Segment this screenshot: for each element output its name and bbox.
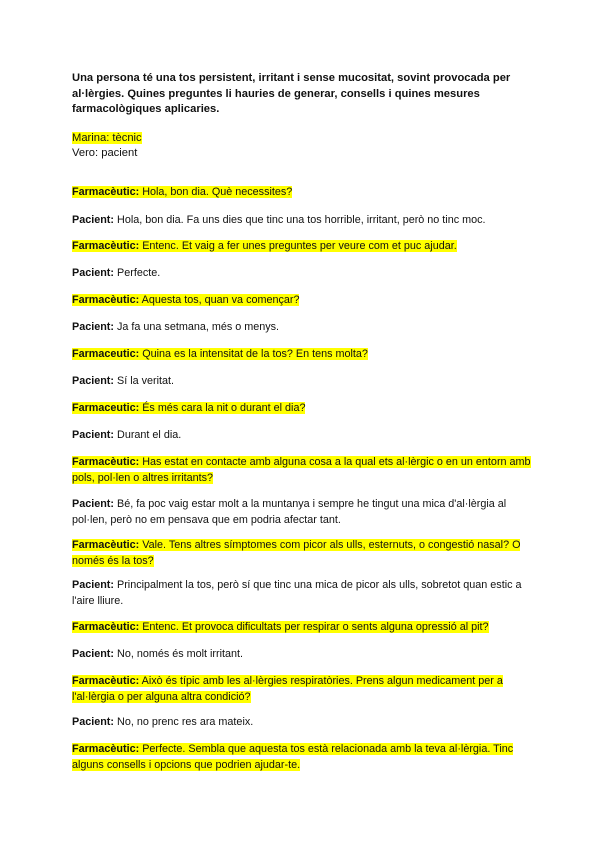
speaker-label: Farmacèutic: <box>72 743 140 755</box>
cast-patient-text: Vero: pacient <box>72 147 138 159</box>
dialogue-line <box>72 373 542 389</box>
dialogue-text: Aquesta tos, quan va començar? <box>139 294 300 306</box>
dialogue-line <box>72 346 542 362</box>
dialogue-line <box>72 741 542 773</box>
speaker-label: Pacient: <box>72 648 115 660</box>
dialogue-text: No, només és molt irritant. <box>114 648 244 660</box>
speaker-label: Farmaceutic: <box>72 402 140 414</box>
document-title: Una persona té una tos persistent, irritant i sense mucositat, sovint provocada per al·lèrgies. Quines preguntes li hauries de generar, consells i quines mesures farmacològiques aplicaries. <box>72 72 511 115</box>
dialogue-text: No, no prenc res ara mateix. <box>114 716 254 728</box>
cast-technician-text: Marina: tècnic <box>72 132 142 144</box>
dialogue-line <box>72 400 542 416</box>
dialogue-line <box>72 319 542 335</box>
dialogue-text: És més cara la nit o durant el dia? <box>139 402 306 414</box>
speaker-label: Farmacèutic: <box>72 294 140 306</box>
dialogue-text: Ja fa una setmana, més o menys. <box>114 321 280 333</box>
speaker-label: Farmacèutic: <box>72 621 140 633</box>
dialogue-line <box>72 292 542 308</box>
dialogue-text: Principalment la tos, però sí que tinc una mica de picor als ulls, sobretot quan estic a l'aire lliure. <box>72 579 522 607</box>
cast-line-patient <box>72 146 137 161</box>
dialogue-text: Entenc. Et provoca dificultats per respirar o sents alguna opressió al pit? <box>139 621 489 633</box>
dialogue-line <box>72 496 542 528</box>
dialogue-line <box>72 577 542 609</box>
dialogue-line <box>72 619 542 635</box>
dialogue-text: Quina es la intensitat de la tos? En tens molta? <box>139 348 368 360</box>
speaker-label: Farmacèutic: <box>72 539 140 551</box>
speaker-label: Farmacèutic: <box>72 675 140 687</box>
speaker-label: Pacient: <box>72 716 115 728</box>
dialogue-text: Això és típic amb les al·lèrgies respiratòries. Prens algun medicament per a l'al·lèrgia o per alguna altra condició? <box>72 675 503 703</box>
dialogue-line <box>72 427 542 443</box>
dialogue-text: Perfecte. Sembla que aquesta tos està relacionada amb la teva al·lèrgia. Tinc alguns consells i opcions que podrien ajudar-te. <box>72 743 514 771</box>
speaker-label: Pacient: <box>72 375 115 387</box>
speaker-label: Farmacèutic: <box>72 186 140 198</box>
speaker-label: Farmacèutic: <box>72 456 140 468</box>
dialogue-line <box>72 265 542 281</box>
dialogue-line <box>72 238 542 254</box>
dialogue-text: Perfecte. <box>114 267 161 279</box>
dialogue-line <box>72 646 542 662</box>
dialogue-text: Sí la veritat. <box>114 375 175 387</box>
dialogue-text: Durant el dia. <box>114 429 182 441</box>
dialogue-line <box>72 537 542 569</box>
dialogue-text: Hola, bon dia. Què necessites? <box>139 186 293 198</box>
dialogue-text: Vale. Tens altres símptomes com picor als ulls, esternuts, o congestió nasal? O només és la tos? <box>72 539 521 567</box>
speaker-label: Pacient: <box>72 214 115 226</box>
cast-line-technician <box>72 131 142 146</box>
dialogue-line <box>72 714 542 730</box>
speaker-label: Pacient: <box>72 429 115 441</box>
dialogue-line <box>72 184 542 200</box>
speaker-label: Farmaceutic: <box>72 348 140 360</box>
dialogue-text: Has estat en contacte amb alguna cosa a la qual ets al·lèrgic o en un entorn amb pols, pol·len o altres irritants? <box>72 456 531 484</box>
dialogue-line <box>72 454 542 486</box>
dialogue-text: Entenc. Et vaig a fer unes preguntes per veure com et puc ajudar. <box>139 240 457 252</box>
dialogue-text: Hola, bon dia. Fa uns dies que tinc una tos horrible, irritant, però no tinc moc. <box>114 214 486 226</box>
speaker-label: Pacient: <box>72 321 115 333</box>
speaker-label: Pacient: <box>72 267 115 279</box>
dialogue-text: Bé, fa poc vaig estar molt a la muntanya i sempre he tingut una mica d'al·lèrgia al pol·len, però no em pensava que em podria afectar tant. <box>72 498 507 526</box>
speaker-label: Pacient: <box>72 498 115 510</box>
dialogue-line <box>72 212 542 228</box>
speaker-label: Farmacèutic: <box>72 240 140 252</box>
dialogue-line <box>72 673 542 705</box>
speaker-label: Pacient: <box>72 579 115 591</box>
